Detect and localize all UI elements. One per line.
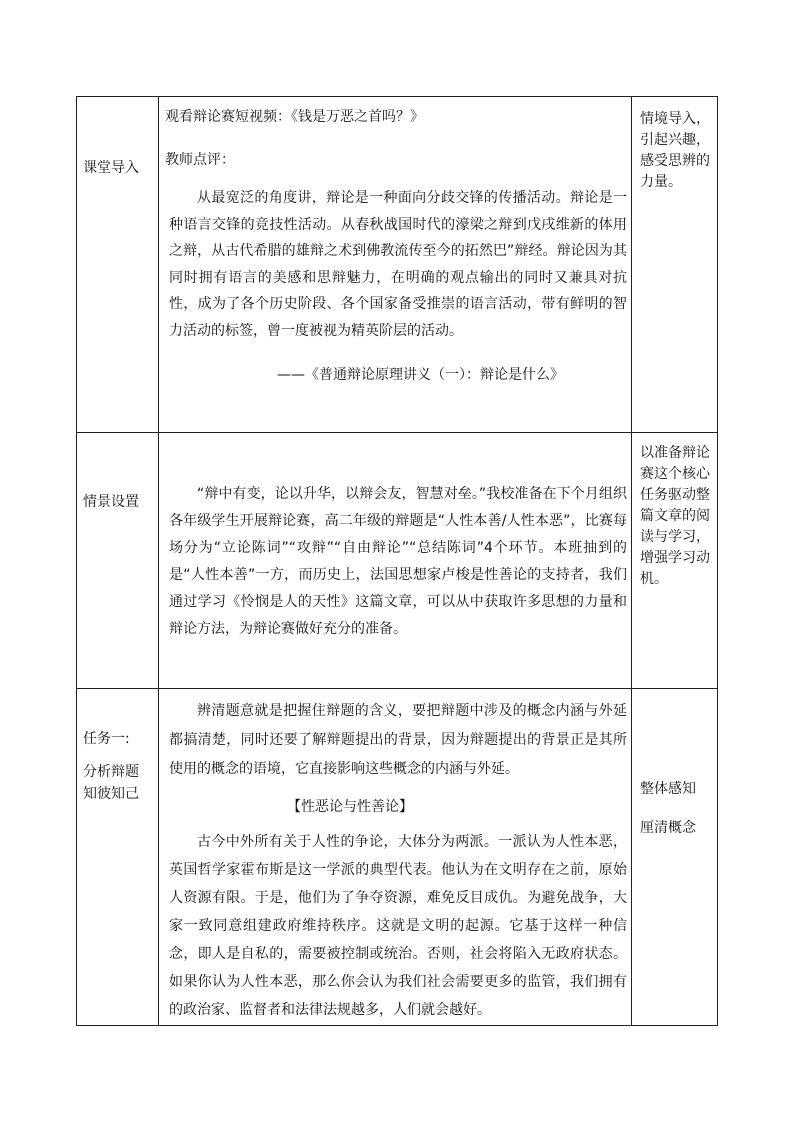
task-label: 任务一: xyxy=(83,731,130,747)
stage-label: 情景设置 xyxy=(83,494,139,510)
content-cell xyxy=(159,97,631,432)
row-scenario xyxy=(77,433,717,689)
task-intro-paragraph: 辨清题意就是把握住辩题的含义，要把辩题中涉及的概念内涵与外延都搞清楚，同时还要了解辩题提出的背景，因为辩题提出的背景正是其所使用的概念的语境，它直接影响这些概念的内涵与外延。 xyxy=(169,703,627,777)
video-line: 观看辩论赛短视频：《钱是万恶之首吗？》 xyxy=(165,109,424,125)
scenario-note: 以准备辩论赛这个核心任务驱动整篇文章的阅读与学习，增强学习动机。 xyxy=(640,445,710,587)
intro-paragraph: 从最宽泛的角度讲，辩论是一种面向分歧交锋的传播活动。辩论是一种语言交锋的竞技性活动。从春秋战国时代的濠梁之辩到戊戌维新的体用之辩，从古代希腊的雄辩之术到佛教流传至今的拓然巴”辩经。辩论因为其同时拥有语言的美感和思辩魅力，在明确的观点输出的同时又兼具对抗性，成为了各个历史阶段、各个国家备受推崇的语言活动，带有鲜明的智力活动的标签，曾一度被视为精英阶层的活动。 xyxy=(169,190,627,339)
stage-cell xyxy=(77,97,158,432)
note-cell xyxy=(632,97,718,432)
task-detail-paragraph: 古今中外所有关于人性的争论，大体分为两派。一派认为人性本恶，英国哲学家霍布斯是这一学派的典型代表。他认为在文明存在之前，原始人资源有限。于是，他们为了争夺资源，难免反目成仇。为避免战争，大家一致同意组建政府维持秩序。这就是文明的起源。它基于这样一种信念，即人是自私的，需要被控制或统治。否则，社会将陷入无政府状态。如果你认为人性本恶，那么你会认为我们社会需要更多的监管，我们拥有的政治家、监督者和法律法规越多，人们就会越好。 xyxy=(169,834,627,1018)
stage-cell xyxy=(77,689,158,1026)
note-cell xyxy=(632,433,718,688)
section-heading: 【性恶论与性善论】 xyxy=(287,799,413,815)
intro-note: 情境导入，引起兴趣，感受思辨的力量。 xyxy=(640,111,710,190)
scenario-paragraph: “辩中有变，论以升华，以辩会友，智慧对垒。”我校准备在下个月组织各年级学生开展辩论赛，高二年级的辩题是“人性本善/人性本恶”，比赛每场分为“立论陈词”“攻辩”“自由辩论”“总结陈词”4个环节。本班抽到的是“人性本善”一方，而历史上，法国思想家卢梭是性善论的支持者，我们通过学习《怜悯是人的天性》这篇文章，可以从中获取许多思想的力量和辩论方法，为辩论赛做好充分的准备。 xyxy=(169,486,627,637)
row-task-one xyxy=(77,689,717,1026)
source-citation: ——《普通辩论原理讲义（一）：辩论是什么》 xyxy=(277,367,564,383)
task-note-1: 整体感知 xyxy=(640,781,696,797)
content-cell xyxy=(159,689,631,1026)
task-title: 分析辩题知彼知己 xyxy=(83,764,139,802)
task-note-2: 厘清概念 xyxy=(640,820,696,836)
lesson-table xyxy=(76,96,718,1026)
stage-cell xyxy=(77,433,158,688)
content-cell xyxy=(159,433,631,688)
note-cell xyxy=(632,689,718,1026)
stage-label: 课堂导入 xyxy=(83,160,139,176)
row-class-intro xyxy=(77,97,717,433)
teacher-comment-label: 教师点评： xyxy=(165,152,235,168)
